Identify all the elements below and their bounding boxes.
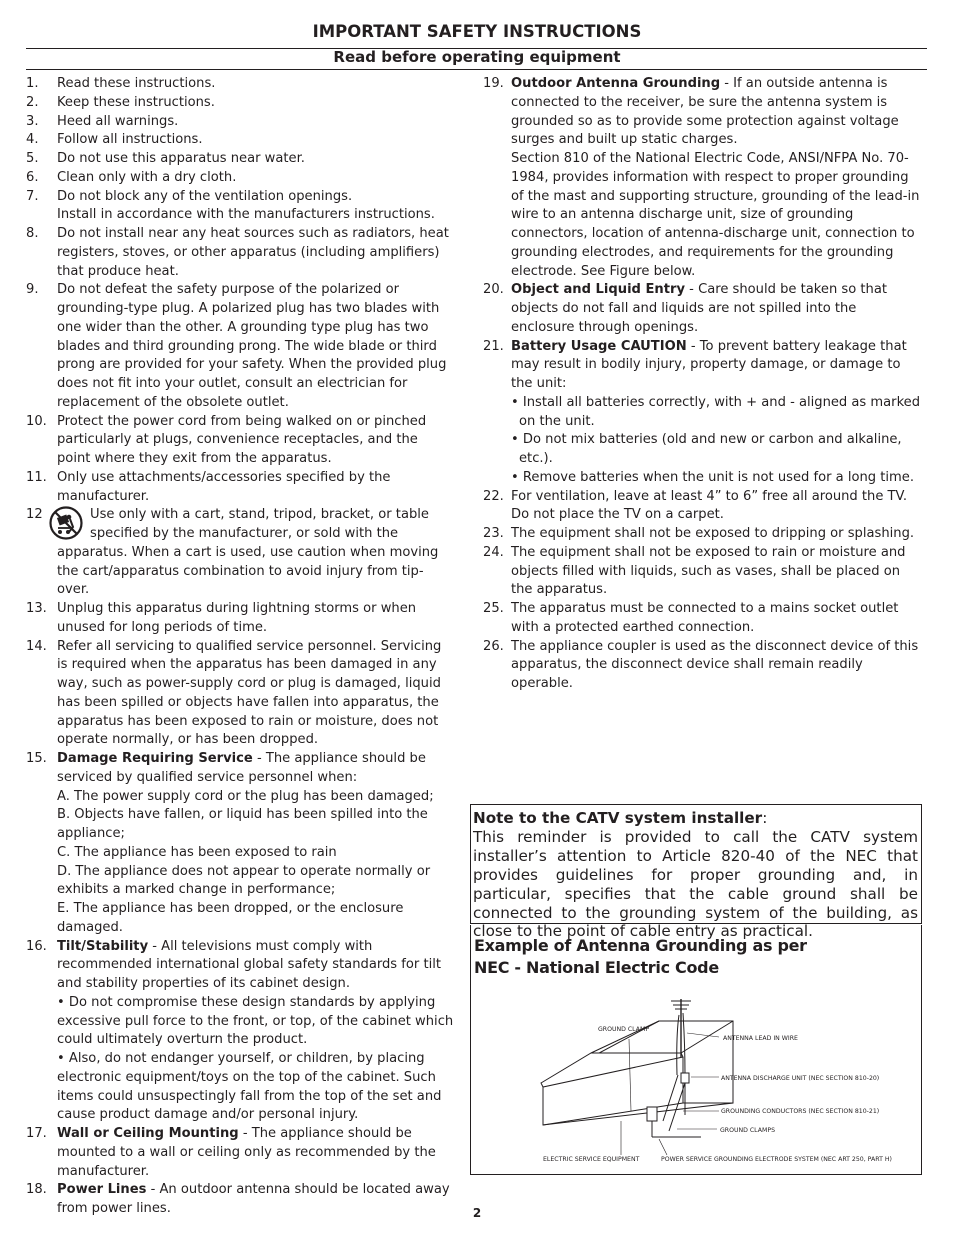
item-text: The appliance coupler is used as the disconnect device of this apparatus, the disconnect device shall remain readily operable. — [511, 638, 919, 691]
item-text: - An outdoor antenna should be located away from power lines. — [57, 1182, 450, 1216]
label-ground-clamps: GROUND CLAMPS — [720, 1127, 775, 1134]
list-item — [26, 188, 454, 226]
list-item — [26, 600, 454, 638]
item-text: Do not defeat the safety purpose of the polarized or grounding-type plug. A polarized plug has two blades with one wider than the other. A grounding type plug has two blades and third grounding prong. The wide blade or third prong are provided for your safety. When the provided plug does not fit into your outlet, consult an electrician for replacement of the obsolete outlet. — [57, 282, 447, 410]
item-number: 21. — [483, 338, 504, 354]
list-item — [26, 113, 454, 132]
list-item — [26, 281, 454, 412]
power-service-leader — [659, 1139, 667, 1155]
item-number: 15. — [26, 751, 47, 766]
item-number: 4. — [26, 132, 39, 148]
list-item — [26, 1125, 454, 1181]
item-number: 24. — [483, 544, 504, 560]
item-number: 2. — [26, 94, 39, 110]
catv-note-box — [470, 804, 922, 941]
label-power-service: POWER SERVICE GROUNDING ELECTRODE SYSTEM (NEC ART 250, PART H) — [661, 1156, 892, 1163]
item-subpoint: B. Objects have fallen, or liquid has been spilled into the appliance; — [57, 807, 428, 841]
item-bullet: • Remove batteries when the unit is not used for a long time. — [511, 469, 915, 485]
list-item — [26, 225, 454, 281]
item-heading: Power Lines — [57, 1182, 147, 1198]
item-number: 13. — [26, 601, 47, 616]
item-text: Read these instructions. — [57, 76, 216, 91]
list-item — [26, 131, 454, 150]
item-text: The apparatus must be connected to a mains socket outlet with a protected earthed connection. — [511, 601, 899, 635]
item-text: For ventilation, leave at least 4” to 6” free all around the TV. Do not place the TV on a carpet. — [511, 488, 907, 523]
item-text: Clean only with a dry cloth. — [57, 169, 237, 185]
item-number: 16. — [26, 938, 47, 954]
list-item — [483, 281, 923, 337]
antenna-title-line-2: NEC - National Electric Code — [474, 958, 719, 977]
list-item — [26, 75, 454, 94]
list-item — [483, 525, 923, 544]
list-item — [26, 469, 454, 507]
list-item — [26, 150, 454, 169]
item-number: 22. — [483, 488, 504, 504]
item-heading: Wall or Ceiling Mounting — [57, 1126, 239, 1141]
label-grounding-conductors: GROUNDING CONDUCTORS (NEC SECTION 810-21) — [721, 1108, 880, 1115]
item-text: Do not block any of the ventilation openings. — [57, 188, 353, 204]
item-number: 6. — [26, 169, 39, 185]
list-item — [26, 413, 454, 469]
item-subpoint: A. The power supply cord or the plug has been damaged; — [57, 788, 434, 804]
label-antenna-lead-in: ANTENNA LEAD IN WIRE — [723, 1035, 798, 1042]
label-ground-clamp: GROUND CLAMP — [598, 1026, 650, 1033]
item-text: Do not install near any heat sources such as radiators, heat registers, stoves, or other apparatus (including amplifiers) that produce heat. — [57, 226, 449, 279]
item-text: apparatus. When a cart is used, use caution when moving the cart/apparatus combination to avoid injury from tip-over. — [57, 544, 439, 598]
item-number: 26. — [483, 638, 504, 654]
item-text: Do not use this apparatus near water. — [57, 151, 305, 166]
catv-note-body: This reminder is provided to call the CATV system installer’s attention to Article 820-40 of the NEC that provides guidelines for proper grounding and, in particular, specifies that the cable ground shall be connected to the grounding system of the building, as close to the point of cable entry as practical. — [473, 827, 918, 941]
label-discharge-unit: ANTENNA DISCHARGE UNIT (NEC SECTION 810-20) — [721, 1075, 880, 1082]
item-heading: Tilt/Stability — [57, 938, 149, 954]
list-item — [483, 544, 923, 600]
list-item — [483, 488, 923, 526]
item-text: Keep these instructions. — [57, 94, 215, 110]
item-number: 10. — [26, 413, 47, 429]
page-subtitle: Read before operating equipment — [333, 48, 621, 66]
item-heading: Outdoor Antenna Grounding — [511, 76, 721, 91]
item-number: 12 — [26, 507, 43, 523]
item-subpoint: C. The appliance has been exposed to rain — [57, 844, 337, 860]
item-number: 5. — [26, 151, 39, 166]
list-item — [26, 506, 454, 544]
item-heading: Battery Usage CAUTION — [511, 338, 687, 354]
item-number: 18. — [26, 1182, 47, 1198]
list-item — [483, 600, 923, 638]
item-text: Refer all servicing to qualified service personnel. Servicing is required when the apparatus has been damaged in any way, such as power-supply cord or plug is damaged, liquid has been spilled or objects have fallen into apparatus, the apparatus has been exposed to rain or moisture, does not operate normally, or has been dropped. — [57, 638, 442, 748]
item-number: 14. — [26, 638, 47, 654]
item-number: 19. — [483, 76, 504, 91]
item-subpoint: • Also, do not endanger yourself, or children, by placing electronic equipment/toys on the top of the cabinet. Such items could unsuspectingly fall from the top of the set and cause product damage and/or personal injury. — [57, 1051, 442, 1123]
item-number: 25. — [483, 601, 504, 616]
label-electric-service: ELECTRIC SERVICE EQUIPMENT — [543, 1156, 640, 1163]
item-number: 17. — [26, 1126, 47, 1141]
electric-service-equipment — [647, 1107, 657, 1121]
catv-note-title: Note to the CATV system installer — [473, 809, 763, 827]
item-bullet: • Install all batteries correctly, with + and - aligned as marked on the unit. — [511, 394, 921, 429]
item-number: 8. — [26, 226, 39, 241]
cart-tip-over-warning-icon — [49, 506, 83, 540]
item-text: - To prevent battery leakage that may result in bodily injury, property damage, or damage to the unit: — [511, 338, 907, 391]
item-text: - All televisions must comply with recommended international global safety standards for tilt and stability properties of its cabinet design. — [57, 938, 441, 991]
item-number: 23. — [483, 526, 504, 541]
page-number: 2 — [472, 1206, 482, 1220]
list-item — [26, 638, 454, 751]
list-item — [483, 638, 923, 694]
item-number: 7. — [26, 188, 39, 204]
list-item — [26, 169, 454, 188]
list-item — [483, 338, 923, 488]
item-text: Heed all warnings. — [57, 113, 179, 129]
item-heading: Object and Liquid Entry — [511, 282, 686, 298]
item-number: 11. — [26, 469, 47, 485]
item-subpoint: E. The appliance has been dropped, or the enclosure damaged. — [57, 901, 404, 935]
item-text: - If an outside antenna is connected to the receiver, be sure the antenna system is grounded so as to provide some protection against voltage surges and built up static charges. — [511, 76, 899, 148]
list-item — [26, 938, 454, 1126]
catv-note-colon: : — [762, 809, 768, 827]
item-text: Unplug this apparatus during lightning storms or when unused for long periods of time. — [57, 601, 417, 635]
list-item — [483, 75, 923, 281]
antenna-discharge-unit — [681, 1073, 689, 1083]
page-title: IMPORTANT SAFETY INSTRUCTIONS — [312, 22, 642, 41]
header-divider-bottom — [26, 69, 927, 70]
list-item — [26, 94, 454, 113]
item-text: The equipment shall not be exposed to dripping or splashing. — [511, 526, 915, 541]
list-item — [26, 750, 454, 938]
antenna-grounding-box — [470, 925, 922, 1175]
antenna-grounding-diagram — [471, 925, 923, 1175]
item-text: Use only with a cart, stand, tripod, bracket, or table specified by the manufacturer, or sold with the — [90, 507, 429, 541]
item-text: The equipment shall not be exposed to rain or moisture and objects filled with liquids, such as vases, shall be placed on the apparatus. — [511, 544, 906, 598]
item-extra-text: Install in accordance with the manufacturers instructions. — [57, 207, 435, 223]
left-column — [26, 75, 454, 1219]
item-heading: Damage Requiring Service — [57, 751, 253, 766]
item-number: 3. — [26, 113, 39, 129]
item-text: - Care should be taken so that objects do not fall and liquids are not spilled into the enclosure through openings. — [511, 282, 887, 335]
item-number: 20. — [483, 282, 504, 298]
item-text: Follow all instructions. — [57, 132, 203, 148]
item-subpoint: D. The appliance does not appear to operate normally or exhibits a marked change in performance; — [57, 863, 431, 898]
item-text: - The appliance should be mounted to a wall or ceiling only as recommended by the manufacturer. — [57, 1126, 436, 1179]
item-number: 9. — [26, 282, 39, 298]
item-bullet: • Do not mix batteries (old and new or carbon and alkaline, etc.). — [511, 432, 902, 466]
item-subpoint: • Do not compromise these design standards by applying excessive pull force to the front, or top, of the cabinet which could ultimately overturn the product. — [57, 994, 454, 1048]
item-number: 1. — [26, 76, 39, 91]
item-text: - The appliance should be serviced by qualified service personnel when: — [57, 751, 426, 785]
list-item-continued — [26, 544, 454, 600]
item-text: Only use attachments/accessories specified by the manufacturer. — [57, 469, 391, 504]
item-subpoint: Section 810 of the National Electric Code, ANSI/NFPA No. 70-1984, provides information with respect to proper grounding of the mast and supporting structure, grounding of the lead-in wire to an antenna discharge unit, size of grounding connectors, location of antenna-discharge unit, connection to grounding electrodes, and requirements for the grounding electrode. See Figure below. — [511, 151, 920, 279]
right-column — [483, 75, 923, 694]
antenna-title-line-1: Example of Antenna Grounding as per — [474, 936, 807, 955]
item-text: Protect the power cord from being walked on or pinched particularly at plugs, convenience receptacles, and the point where they exit from the apparatus. — [57, 413, 427, 466]
